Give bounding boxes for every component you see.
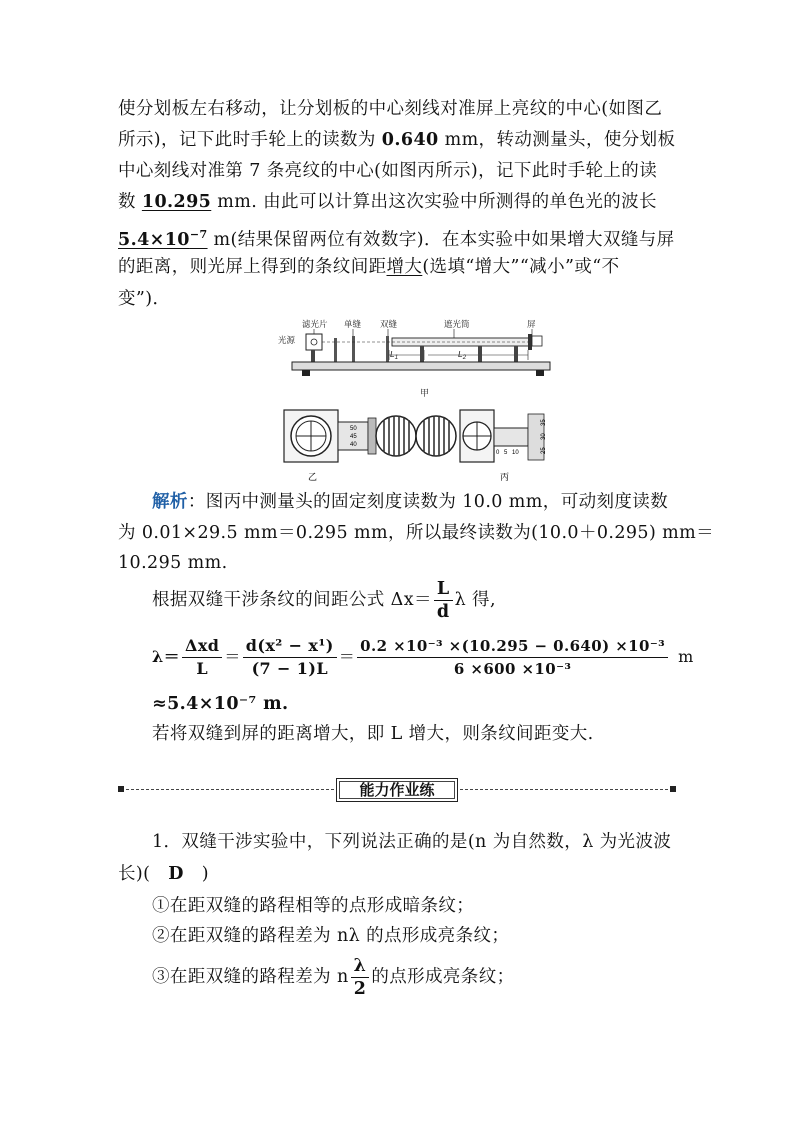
label-L1: $L_1$ bbox=[390, 349, 399, 361]
label-double-slit: 双缝 bbox=[380, 319, 398, 329]
section-banner bbox=[118, 778, 676, 802]
paragraph-line-7: 变”)． bbox=[118, 289, 171, 309]
paragraph-line-6: 的距离，则光屏上得到的条纹间距增大(选填“增大”“减小”或“不 bbox=[118, 257, 620, 277]
question-1-line-1: 1．双缝干涉实验中，下列说法正确的是(n 为自然数，λ 为光波波 bbox=[152, 832, 672, 852]
formula-spacing: 根据双缝干涉条纹的间距公式 Δx＝ $\frac{L}{d}$ λ 得, bbox=[152, 579, 496, 622]
label-source: 光源 bbox=[278, 335, 296, 345]
svg-text:10: 10 bbox=[512, 450, 519, 456]
question-1-line-2: 长)( D ) bbox=[118, 864, 209, 884]
svg-text:25: 25 bbox=[541, 447, 547, 454]
label-tube: 遮光筒 bbox=[444, 319, 470, 329]
svg-text:50: 50 bbox=[350, 426, 357, 432]
section-title: 能力作业练 bbox=[336, 778, 458, 802]
svg-text:0: 0 bbox=[496, 450, 500, 456]
paragraph-line-4: 数 10.295 mm. 由此可以计算出这次实验中所测得的单色光的波长 bbox=[118, 192, 657, 212]
option-2: ②在距双缝的路程差为 nλ 的点形成亮条纹； bbox=[152, 926, 510, 946]
analysis-line-1: 解析：图丙中测量头的固定刻度读数为 10.0 mm，可动刻度读数 bbox=[152, 492, 669, 512]
caption-jia: 甲 bbox=[420, 389, 430, 399]
label-filter: 滤光片 bbox=[302, 319, 328, 329]
analysis-approx: ≈5.4×10⁻⁷ m. bbox=[152, 694, 289, 714]
svg-text:30: 30 bbox=[541, 433, 547, 440]
svg-text:45: 45 bbox=[350, 434, 357, 440]
answer-spacing: 增大 bbox=[386, 257, 423, 277]
analysis-line-2: 为 0.01×29.5 mm＝0.295 mm，所以最终读数为(10.0＋0.295) mm＝ bbox=[118, 523, 715, 543]
caption-bing: 丙 bbox=[500, 473, 510, 483]
svg-text:35: 35 bbox=[541, 419, 547, 426]
analysis-line-3: 10.295 mm. bbox=[118, 553, 228, 573]
question-1-answer: D bbox=[168, 864, 184, 884]
panel-bing bbox=[416, 410, 547, 483]
option-1: ①在距双缝的路程相等的点形成暗条纹； bbox=[152, 896, 475, 916]
option-3: ③在距双缝的路程差为 n $\frac{\lambda}{2}$ 的点形成亮条纹； bbox=[152, 956, 515, 999]
analysis-conclusion: 若将双缝到屏的距离增大，即 L 增大，则条纹间距变大. bbox=[152, 724, 594, 744]
svg-text:5: 5 bbox=[504, 450, 508, 456]
answer-reading: 10.295 bbox=[141, 192, 212, 212]
svg-text:40: 40 bbox=[350, 442, 357, 448]
analysis-label: 解析 bbox=[152, 492, 188, 512]
paragraph-line-1: 使分划板左右移动，让分划板的中心刻线对准屏上亮纹的中心(如图乙 bbox=[118, 99, 663, 119]
formula-wavelength: λ＝ $\frac{\text{Δxd}}{L}$ ＝ $\frac{\text{d(x² − x¹)}}{(7 - 1)L}$ ＝ $\frac{\text{0.2 ×10⁻³ ×(10.295 − 0.640) ×10⁻³}}{\text{6 ×600 ×10⁻³}}$ m bbox=[152, 636, 694, 678]
answer-wavelength: $5.4\times 10^{-7}$ bbox=[118, 228, 208, 250]
experiment-figure bbox=[278, 318, 554, 484]
panel-yi bbox=[284, 410, 416, 483]
paragraph-line-2: 所示)，记下此时手轮上的读数为 0.640 mm，转动测量头，使分划板 bbox=[118, 130, 676, 150]
label-single-slit: 单缝 bbox=[344, 319, 362, 329]
caption-yi: 乙 bbox=[308, 473, 318, 483]
paragraph-line-5: $5.4\times 10^{-7}$ m(结果保留两位有效数字)．在本实验中如果增大双缝与屏 bbox=[118, 228, 675, 250]
label-L2: $L_2$ bbox=[458, 349, 467, 361]
label-screen: 屏 bbox=[527, 319, 536, 329]
paragraph-line-3: 中心刻线对准第 7 条亮纹的中心(如图丙所示)，记下此时手轮上的读 bbox=[118, 161, 658, 181]
